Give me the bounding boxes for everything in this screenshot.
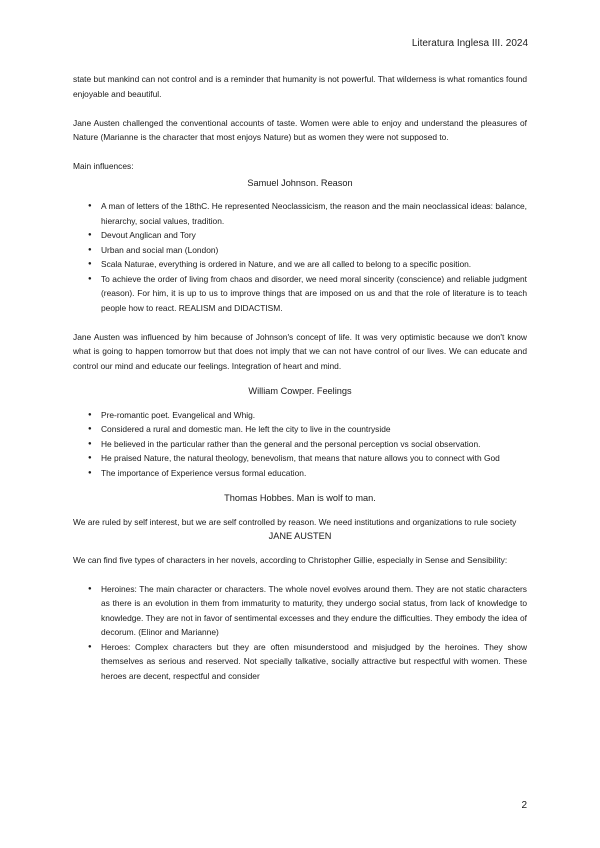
paragraph: Jane Austen challenged the conventional accounts of taste. Women were able to enjoy and understand the pleasures of Nature (Marianne is the character that most enjoys Nature) but as women they were not supposed to.: [73, 117, 527, 142]
document-body: [73, 72, 527, 683]
list-item: ● He praised Nature, the natural theology, benevolism, that means that nature allows you to connect with God: [73, 451, 527, 466]
heading-jane-austen: JANE AUSTEN: [268, 531, 332, 541]
list-item: ● To achieve the order of living from chaos and disorder, we need moral sincerity (conscience) and reliable judgment (reason). For him, it is up to us to improve things that are imposed on us and that the role of literature is to teach people how to react. REALISM and DIDACTISM.: [73, 272, 527, 316]
johnson-list: [73, 199, 527, 315]
list-item: ● He believed in the particular rather than the general and the personal perception vs social observation.: [73, 437, 527, 452]
list-item: ● A man of letters of the 18thC. He represented Neoclassicism, the reason and the main neoclassical ideas: balance, hierarchy, social values, tradition.: [73, 199, 527, 228]
list-item: ● Heroes: Complex characters but they are often misunderstood and misjudged by the heroines. They show themselves as serious and reserved. Not specially talkative, socially attractive but respectful with women. These heroes are decent, respectful and consider: [73, 640, 527, 684]
character-types-list: [73, 582, 527, 684]
list-item: ● The importance of Experience versus formal education.: [73, 466, 527, 481]
paragraph: We are ruled by self interest, but we are self controlled by reason. We need institutions and organizations to rule society: [73, 516, 517, 527]
cowper-list: [73, 408, 527, 481]
heading-johnson: Samuel Johnson. Reason: [247, 177, 353, 188]
list-item: ● Considered a rural and domestic man. He left the city to live in the countryside: [73, 422, 527, 437]
main-influences-label: Main influences:: [73, 161, 134, 171]
heading-cowper: William Cowper. Feelings: [248, 386, 352, 396]
header-title: Literatura Inglesa III. 2024: [411, 38, 528, 49]
list-item: ● Scala Naturae, everything is ordered in Nature, and we are all called to belong to a specific position.: [73, 257, 527, 272]
list-item: ● Pre-romantic poet. Evangelical and Whig.: [73, 408, 527, 423]
paragraph: state but mankind can not control and is a reminder that humanity is not powerful. That wilderness is what romantics found enjoyable and beautiful.: [73, 74, 527, 99]
paragraph: Jane Austen was influenced by him because of Johnson's concept of life. It was very optimistic because we don't know what is going to happen tomorrow but that does not imply that we can not have control of our lives. We can educate and control our mind and educate our feelings. Integration of heart and mind.: [73, 331, 527, 371]
heading-hobbes: Thomas Hobbes. Man is wolf to man.: [224, 493, 376, 503]
paragraph: We can find five types of characters in her novels, according to Christopher Gillie, especially in Sense and Sensibility:: [73, 554, 508, 565]
list-item: ● Urban and social man (London): [73, 243, 527, 258]
list-item: ● Heroines: The main character or characters. The whole novel evolves around them. They are not static characters as there is an evolution in them from immaturity to maturity, they undergo social status, from lack of knowledge to knowledge. They are not in favor of sentimental excesses and they endure the difficulties. They embody the idea of decorum. (Elinor and Marianne): [73, 582, 527, 640]
list-item: ● Devout Anglican and Tory: [73, 228, 527, 243]
page-number: 2: [521, 800, 527, 811]
